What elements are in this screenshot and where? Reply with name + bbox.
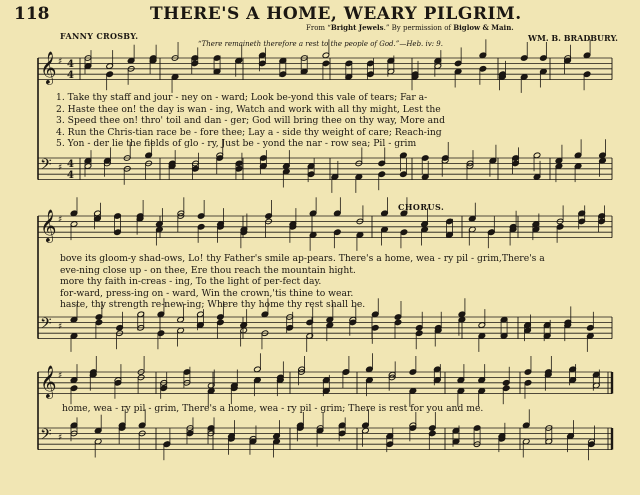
treble-clef-icon: 𝄞 (40, 51, 57, 84)
verse-3-continuation: more thy faith in-creas - ing, To the light of per-fect day. (60, 276, 322, 287)
verse-1-line: 1. Take thy staff and jour - ney on - ward; Look be-yond this vale of tears; Far a- (56, 92, 428, 103)
treble-clef-icon: 𝄞 (40, 365, 57, 398)
source-credit: From “Bright Jewels.” By permission of Biglow & Main. (306, 23, 514, 32)
hymn-title: THERE'S A HOME, WEARY PILGRIM. (150, 4, 522, 24)
bass-clef-icon: 𝄢 (40, 315, 52, 336)
sharp-icon: ♯ (58, 433, 63, 443)
treble-clef-icon: 𝄞 (40, 209, 57, 242)
sharp-icon: ♯ (58, 371, 63, 381)
verse-4-continuation: for-ward, press-ing on - ward, Win the crown,'tis thine to wear. (60, 287, 354, 299)
scripture-quote: “There remaineth therefore a rest to the people of God.”—Heb. iv: 9. (198, 40, 443, 48)
sharp-icon: ♯ (58, 322, 63, 332)
time-signature-bottom: 4 (67, 70, 74, 81)
lyricist-credit: FANNY CROSBY. (60, 31, 139, 41)
verse-4-line: 4. Run the Chris-tian race be - fore thee; Lay a - side thy weight of care; Reach-ing (56, 126, 442, 138)
verse-3-line: 3. Speed thee on! thro' toil and dan - ger; God will bring thee on thy way, More and (56, 115, 445, 126)
verse-5-continuation: haste, thy strength re-new-ing; Where thy home thy rest shall be. (60, 299, 366, 310)
sharp-icon: ♯ (58, 57, 63, 67)
verse-2-line: 2. Haste thee on! the day is wan - ing, Watch and work with all thy might, Lest the (56, 103, 441, 115)
verse-5-line: 5. Yon - der lie the fields of glo - ry, Just be - yond the nar - row sea; Pil - grim (56, 138, 417, 149)
chorus-lyric-line: home, wea - ry pil - grim, There's a home, wea - ry pil - grim; There is rest for you and me. (62, 403, 484, 414)
sharp-icon: ♯ (58, 215, 63, 225)
chorus-label: CHORUS. (398, 202, 445, 212)
time-signature-bottom: 4 (67, 170, 74, 181)
time-signature-top: 4 (67, 159, 74, 170)
verse-1-continuation: bove its gloom-y shad-ows, Lo! thy Father's smile ap-pears. There's a home, wea - ry pil - grim,There's a (60, 253, 545, 264)
page-number: 118 (14, 4, 50, 24)
composer-credit: WM. B. BRADBURY. (528, 33, 618, 43)
sharp-icon: ♯ (58, 163, 63, 173)
time-signature-top: 4 (67, 59, 74, 70)
bass-clef-icon: 𝄢 (40, 156, 52, 177)
bass-clef-icon: 𝄢 (40, 426, 52, 447)
verse-2-continuation: eve-ning close up - on thee, Ere thou reach the mountain hight. (60, 264, 356, 276)
